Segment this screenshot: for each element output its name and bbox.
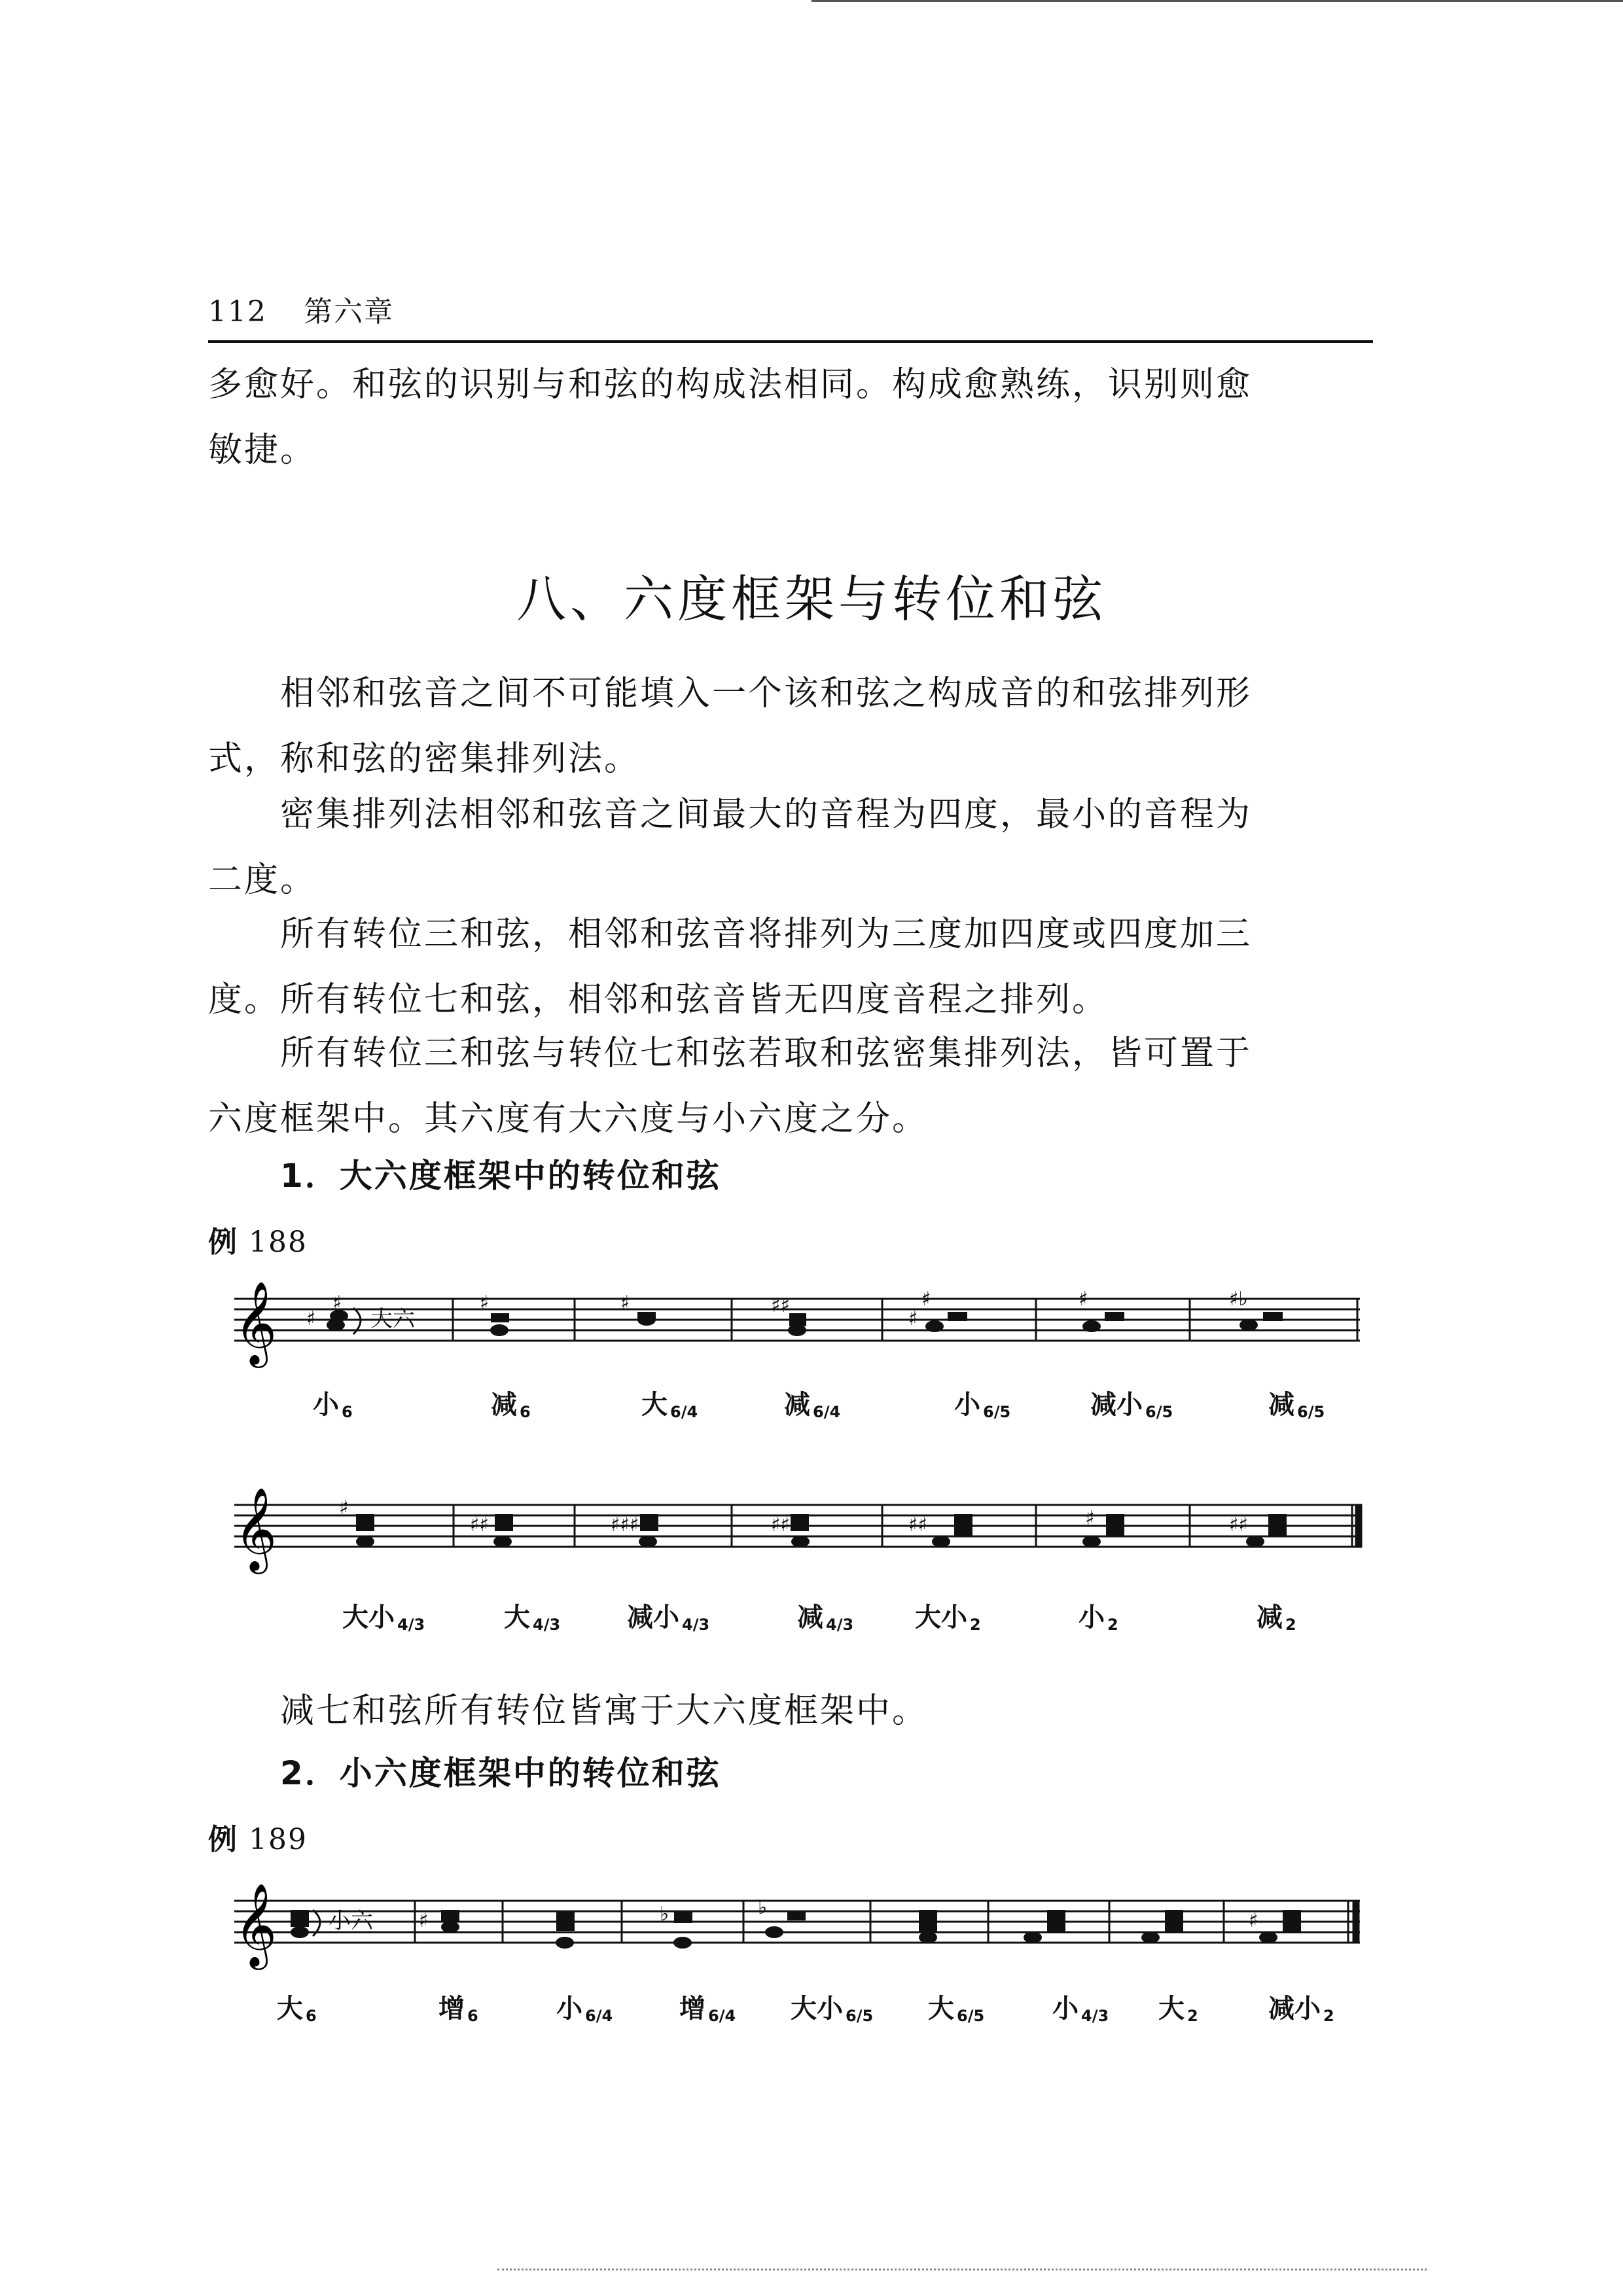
chord-label: 减 6/5	[1268, 1390, 1325, 1421]
intro-line-1: 多愈好。和弦的识别与和弦的构成法相同。构成愈熟练，识别则愈	[208, 365, 1253, 404]
chord-label: 减 6/4	[784, 1390, 841, 1421]
svg-text:♯♯: ♯♯	[1229, 1513, 1249, 1536]
example-prefix: 例	[208, 1823, 238, 1856]
music-staff-3	[208, 1881, 1373, 1979]
svg-text:♯: ♯	[332, 1292, 342, 1315]
subsection-1-heading: 1．大六度框架中的转位和弦	[280, 1157, 721, 1195]
example-188-score-row-2	[208, 1485, 1373, 1583]
svg-text:♯: ♯	[419, 1909, 429, 1932]
svg-text:♯♯: ♯♯	[908, 1513, 928, 1536]
svg-text:♯♯♯: ♯♯♯	[611, 1513, 639, 1536]
paragraph-3-line-2: 度。所有转位七和弦，相邻和弦音皆无四度音程之排列。	[208, 980, 1109, 1019]
chord-label: 增 6	[438, 1994, 478, 2025]
svg-text:♯: ♯	[480, 1292, 490, 1315]
svg-text:♯: ♯	[1079, 1288, 1088, 1311]
scan-noise-line	[497, 2269, 1427, 2272]
chord-label: 减 2	[1257, 1602, 1296, 1634]
chord-label: 小 4/3	[1052, 1994, 1109, 2025]
chord-label: 大 4/3	[504, 1602, 561, 1634]
subsection-2-heading: 2．小六度框架中的转位和弦	[280, 1754, 721, 1792]
chord-label: 大 2	[1158, 1994, 1198, 2025]
running-header	[208, 288, 394, 330]
paragraph-1	[208, 661, 1373, 792]
intro-line-2: 敏捷。	[208, 431, 317, 470]
example-number: 189	[249, 1823, 308, 1856]
note-paragraph: 减七和弦所有转位皆寓于大六度框架中。	[280, 1691, 929, 1731]
chord-label: 减 6	[491, 1390, 531, 1421]
paragraph-3-line-1: 所有转位三和弦，相邻和弦音将排列为三度加四度或四度加三	[280, 915, 1253, 954]
chord-label: 减小 6/5	[1090, 1390, 1173, 1421]
paragraph-2-line-1: 密集排列法相邻和弦音之间最大的音程为四度，最小的音程为	[280, 795, 1253, 834]
svg-text:♯: ♯	[1085, 1507, 1095, 1530]
chord-label: 小 6/4	[556, 1994, 613, 2025]
chapter-title: 第六章	[303, 295, 394, 328]
top-scan-rule	[812, 0, 1623, 2]
paragraph-2	[208, 782, 1373, 913]
svg-text:♯: ♯	[921, 1288, 931, 1311]
chord-label: 小 6/5	[954, 1390, 1011, 1421]
music-staff-1	[208, 1279, 1373, 1377]
frame-label-major-sixth: 大六	[370, 1306, 415, 1332]
paragraph-1-line-2: 式，称和弦的密集排列法。	[208, 739, 641, 779]
frame-label-minor-sixth: 小六	[329, 1908, 373, 1934]
chord-label: 减小 4/3	[627, 1602, 710, 1634]
example-number: 188	[249, 1226, 308, 1259]
chord-label: 大 6/4	[641, 1390, 698, 1421]
svg-text:♯: ♯	[908, 1307, 918, 1330]
svg-text:♯♯: ♯♯	[771, 1513, 791, 1536]
svg-text:♯: ♯	[620, 1292, 630, 1315]
chord-label: 大 6/5	[928, 1994, 985, 2025]
paragraph-1-line-1: 相邻和弦音之间不可能填入一个该和弦之构成音的和弦排列形	[280, 674, 1253, 713]
section-title: 八、六度框架与转位和弦	[516, 570, 1107, 628]
example-189-labels	[208, 1988, 1373, 2027]
example-prefix: 例	[208, 1226, 238, 1259]
example-189-score	[208, 1881, 1373, 1979]
chord-label: 增 6/4	[679, 1994, 736, 2025]
svg-text:♯: ♯	[339, 1496, 349, 1519]
treble-clef-icon: 𝄞	[234, 1280, 277, 1364]
example-188-labels-row-1	[208, 1384, 1373, 1423]
paragraph-4-line-2: 六度框架中。其六度有大六度与小六度之分。	[208, 1099, 929, 1139]
chord-label: 大小 2	[915, 1602, 981, 1634]
page-number: 112	[208, 295, 267, 328]
example-188-labels-row-2	[208, 1597, 1373, 1636]
paragraph-2-line-2: 二度。	[208, 860, 317, 900]
example-188-label	[208, 1218, 308, 1260]
svg-text:♯♯: ♯♯	[470, 1513, 490, 1536]
chord-label: 小 6	[313, 1390, 353, 1421]
paragraph-3	[208, 902, 1373, 1033]
chord-label: 大小 6/5	[791, 1994, 874, 2025]
chord-label: 大 6	[277, 1994, 317, 2025]
svg-text:♯: ♯	[1249, 1909, 1258, 1932]
example-188-score-row-1	[208, 1279, 1373, 1377]
svg-text:♯: ♯	[306, 1307, 316, 1330]
chord-label: 大小 4/3	[342, 1602, 425, 1634]
chord-label: 减 4/3	[797, 1602, 854, 1634]
intro-paragraph	[208, 352, 1373, 483]
paragraph-4-line-1: 所有转位三和弦与转位七和弦若取和弦密集排列法，皆可置于	[280, 1034, 1253, 1073]
paragraph-4	[208, 1021, 1373, 1152]
svg-text:♭: ♭	[758, 1896, 768, 1919]
svg-text:♯♭: ♯♭	[1229, 1288, 1248, 1311]
example-189-label	[208, 1816, 308, 1858]
music-staff-2	[208, 1485, 1373, 1583]
treble-clef-icon: 𝄞	[234, 1487, 277, 1570]
chord-label: 小 2	[1079, 1602, 1118, 1634]
svg-text:♯♯: ♯♯	[771, 1294, 791, 1317]
treble-clef-icon: 𝄞	[234, 1882, 277, 1966]
header-rule	[208, 340, 1373, 343]
svg-text:♭: ♭	[660, 1903, 669, 1926]
chord-label: 减小 2	[1268, 1994, 1334, 2025]
